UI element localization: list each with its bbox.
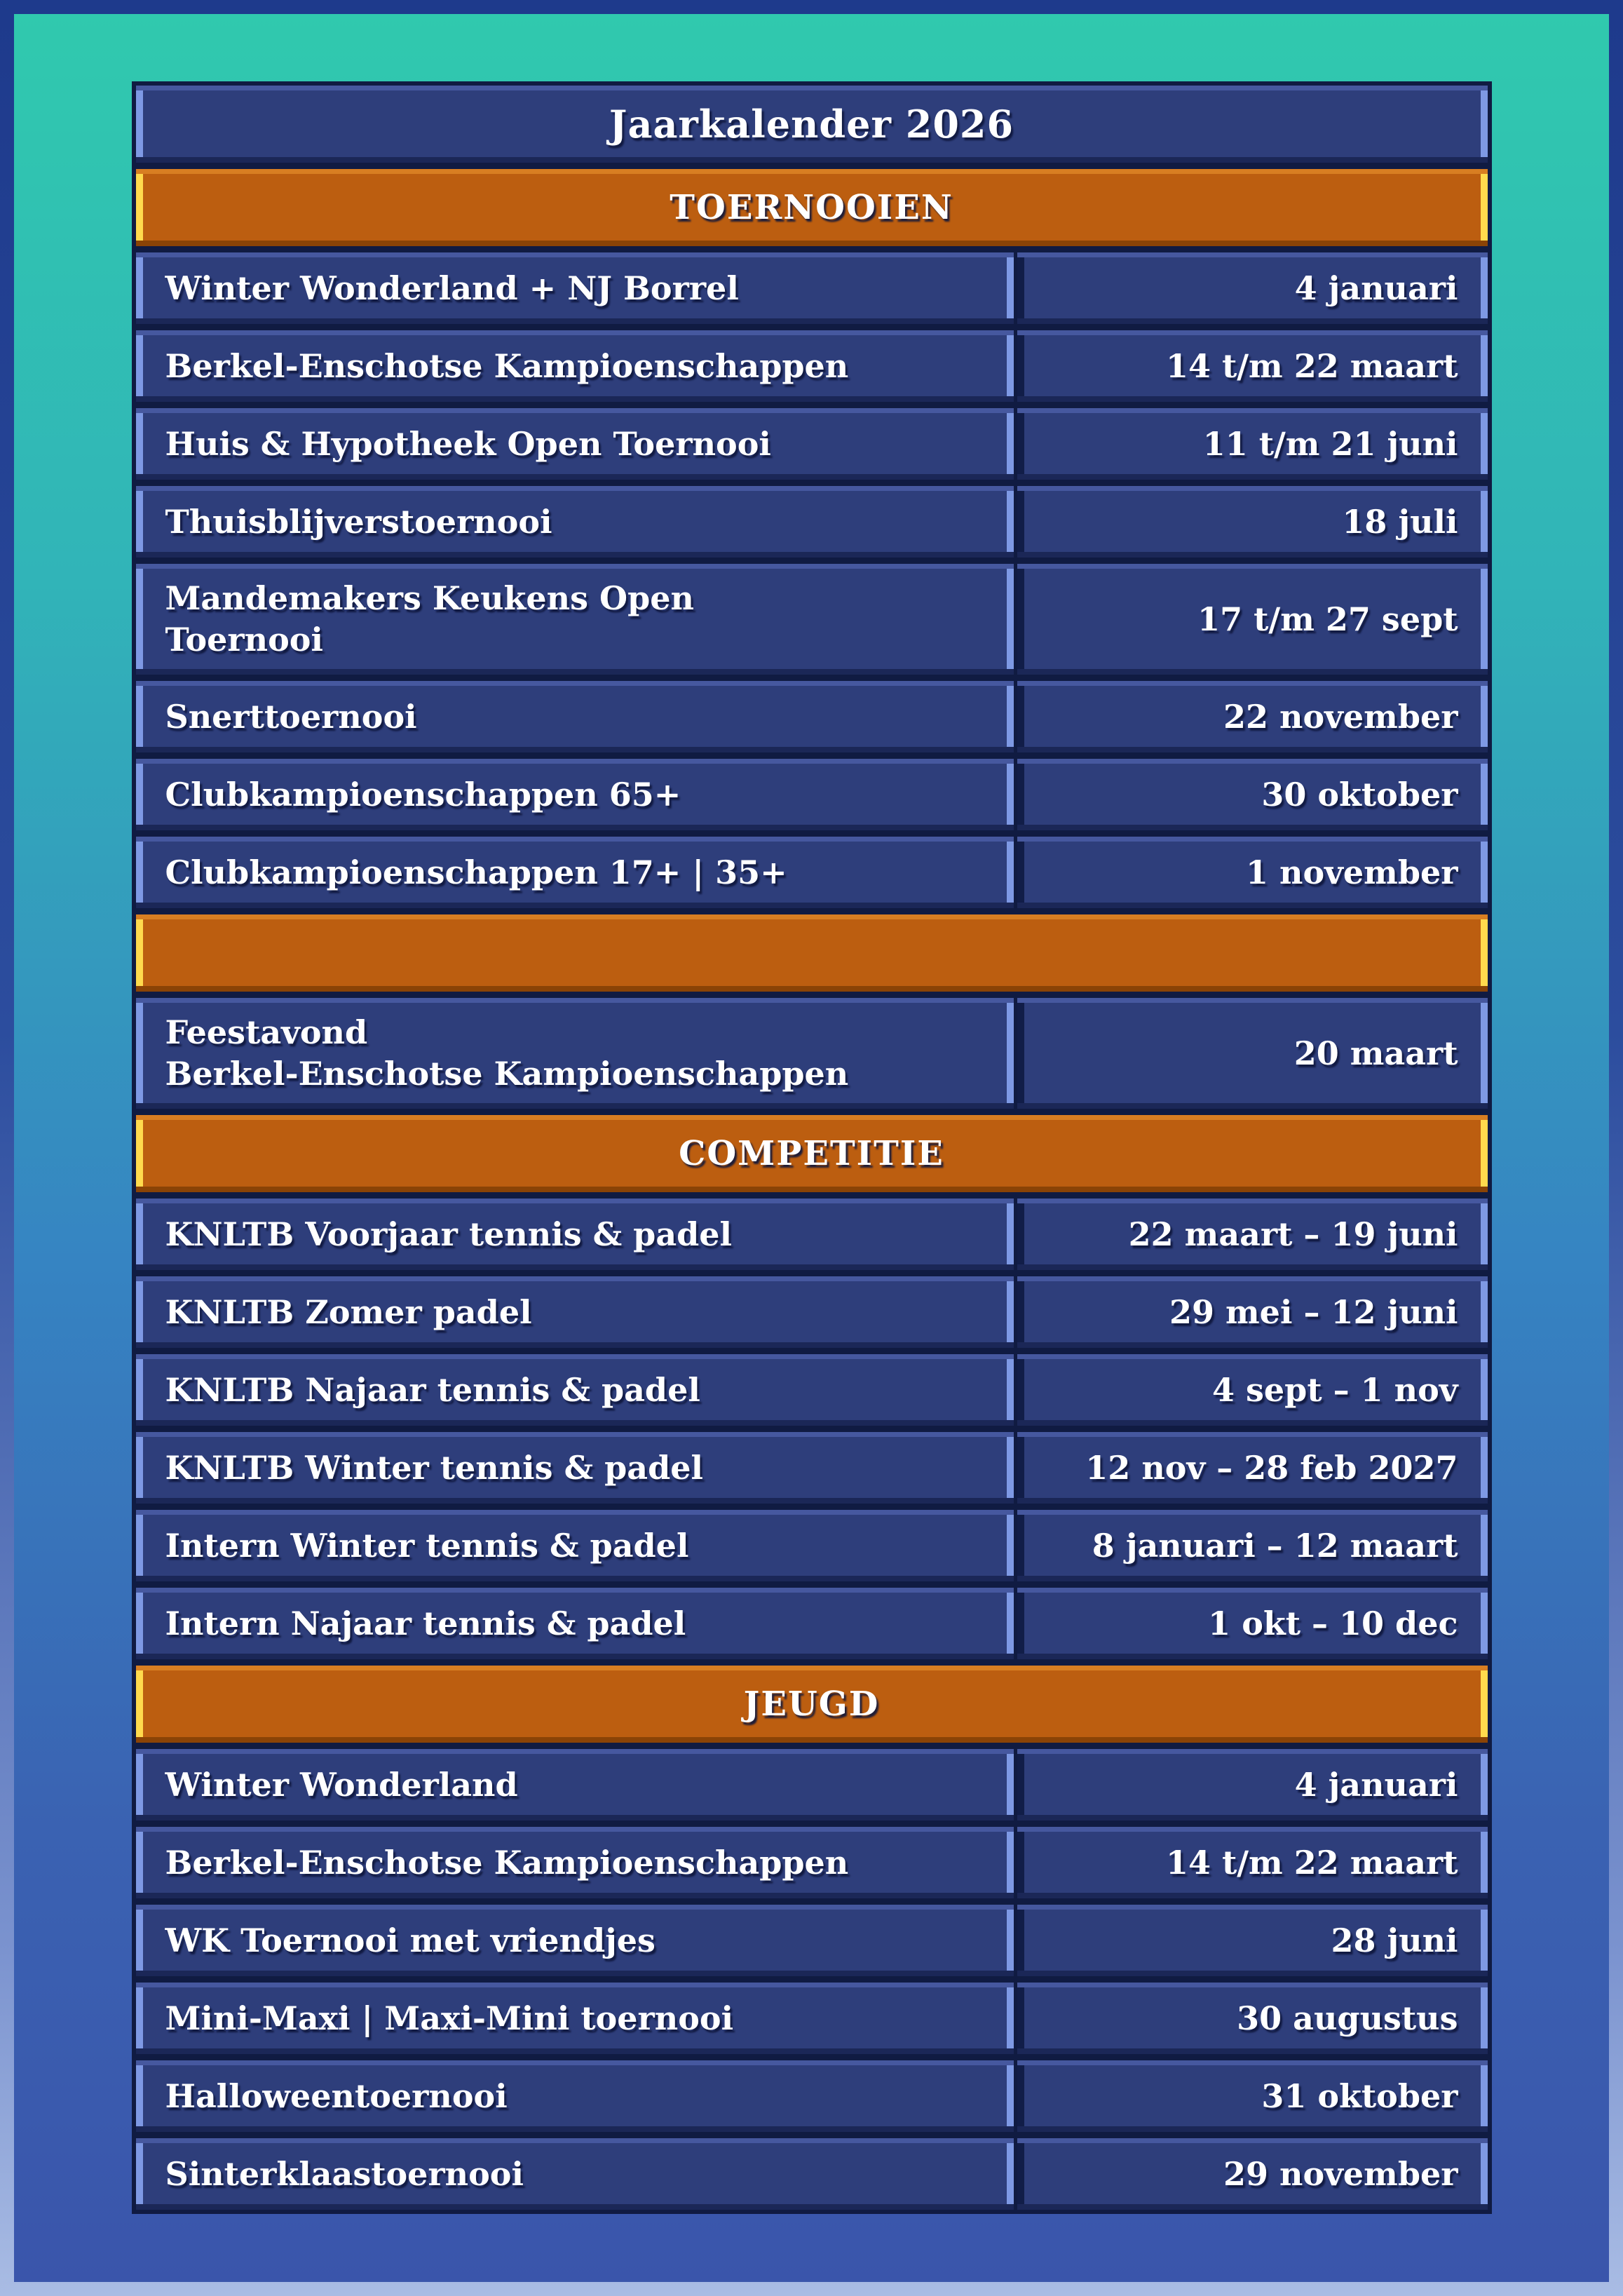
event-row (136, 1749, 1488, 1821)
event-row (136, 1276, 1488, 1348)
event-date: 30 oktober (1017, 759, 1488, 830)
event-name-cell (136, 1276, 1014, 1348)
event-name-cell (136, 1354, 1014, 1426)
event-name-line1: Thuisblijverstoernooi (165, 502, 552, 541)
event-row (136, 408, 1488, 480)
event-name-line1: Berkel-Enschotse Kampioenschappen (165, 346, 849, 385)
event-date: 28 juni (1017, 1905, 1488, 1976)
event-name-cell (136, 1827, 1014, 1898)
event-name-line1: Winter Wonderland + NJ Borrel (165, 269, 739, 307)
event-name-line2: Toernooi (165, 621, 323, 659)
event-name-line1: Snerttoernooi (165, 697, 417, 736)
event-name-cell (136, 1198, 1014, 1270)
event-name-cell (136, 2060, 1014, 2132)
event-row (136, 1905, 1488, 1976)
event-row (136, 486, 1488, 558)
section-header-blank (136, 914, 1488, 992)
event-name-line1: KNLTB Najaar tennis & padel (165, 1370, 700, 1409)
event-row (136, 1983, 1488, 2054)
event-name-line1: KNLTB Voorjaar tennis & padel (165, 1215, 733, 1253)
poster-background (14, 14, 1609, 2282)
event-row (136, 1827, 1488, 1898)
event-name-cell (136, 564, 1014, 675)
event-name-cell (136, 486, 1014, 558)
event-name-cell (136, 1432, 1014, 1504)
event-date: 18 juli (1017, 486, 1488, 558)
event-date: 17 t/m 27 sept (1017, 564, 1488, 675)
event-name-line1: Mandemakers Keukens Open (165, 579, 694, 618)
event-name-cell (136, 998, 1014, 1109)
event-date: 8 januari – 12 maart (1017, 1510, 1488, 1581)
event-name-line1: KNLTB Winter tennis & padel (165, 1448, 703, 1487)
event-name-cell (136, 1749, 1014, 1821)
event-name-cell (136, 2138, 1014, 2210)
event-row (136, 837, 1488, 908)
calendar-table (132, 81, 1492, 2214)
event-row (136, 330, 1488, 402)
event-date: 14 t/m 22 maart (1017, 330, 1488, 402)
event-row (136, 2060, 1488, 2132)
event-name-line1: Winter Wonderland (165, 1765, 518, 1804)
event-name-cell (136, 681, 1014, 752)
event-name-line1: Intern Winter tennis & padel (165, 1526, 689, 1565)
event-name-line1: Sinterklaastoernooi (165, 2154, 524, 2193)
event-date: 29 mei – 12 juni (1017, 1276, 1488, 1348)
event-row (136, 2138, 1488, 2210)
event-date: 22 maart – 19 juni (1017, 1198, 1488, 1270)
event-name-line1: Mini-Maxi | Maxi-Mini toernooi (165, 1999, 734, 2037)
event-name-cell (136, 252, 1014, 324)
event-name-cell (136, 837, 1014, 908)
event-name-cell (136, 1588, 1014, 1659)
event-date: 20 maart (1017, 998, 1488, 1109)
event-name-line1: Berkel-Enschotse Kampioenschappen (165, 1843, 849, 1882)
event-row (136, 252, 1488, 324)
event-name-cell (136, 1510, 1014, 1581)
event-name-line2: Berkel-Enschotse Kampioenschappen (165, 1055, 849, 1093)
event-name-line1: Intern Najaar tennis & padel (165, 1604, 686, 1642)
event-name-line1: Clubkampioenschappen 65+ (165, 775, 681, 813)
event-date: 31 oktober (1017, 2060, 1488, 2132)
event-date: 22 november (1017, 681, 1488, 752)
event-row (136, 681, 1488, 752)
event-row (136, 1432, 1488, 1504)
event-row (136, 1198, 1488, 1270)
event-name-cell (136, 330, 1014, 402)
event-row (136, 1588, 1488, 1659)
event-name-line1: WK Toernooi met vriendjes (165, 1921, 656, 1959)
event-date: 14 t/m 22 maart (1017, 1827, 1488, 1898)
event-date: 4 januari (1017, 1749, 1488, 1821)
event-name-line1: Halloweentoernooi (165, 2076, 508, 2115)
section-header-competitie: COMPETITIE (136, 1115, 1488, 1192)
section-header-toernooien: TOERNOOIEN (136, 169, 1488, 246)
event-date: 1 okt – 10 dec (1017, 1588, 1488, 1659)
event-name-line1: Clubkampioenschappen 17+ | 35+ (165, 853, 787, 891)
event-date: 11 t/m 21 juni (1017, 408, 1488, 480)
section-header-jeugd: JEUGD (136, 1666, 1488, 1743)
event-date: 29 november (1017, 2138, 1488, 2210)
event-row (136, 1510, 1488, 1581)
event-row (136, 1354, 1488, 1426)
event-name-cell (136, 408, 1014, 480)
event-date: 4 januari (1017, 252, 1488, 324)
event-name-line1: Huis & Hypotheek Open Toernooi (165, 424, 771, 463)
event-date: 1 november (1017, 837, 1488, 908)
event-name-cell (136, 1905, 1014, 1976)
event-name-line1: Feestavond (165, 1013, 368, 1052)
event-date: 30 augustus (1017, 1983, 1488, 2054)
event-name-line1: KNLTB Zomer padel (165, 1292, 532, 1331)
event-name-cell (136, 1983, 1014, 2054)
event-row (136, 998, 1488, 1109)
event-date: 4 sept – 1 nov (1017, 1354, 1488, 1426)
event-row (136, 564, 1488, 675)
event-date: 12 nov – 28 feb 2027 (1017, 1432, 1488, 1504)
page-title: Jaarkalender 2026 (136, 86, 1488, 163)
event-row (136, 759, 1488, 830)
event-name-cell (136, 759, 1014, 830)
